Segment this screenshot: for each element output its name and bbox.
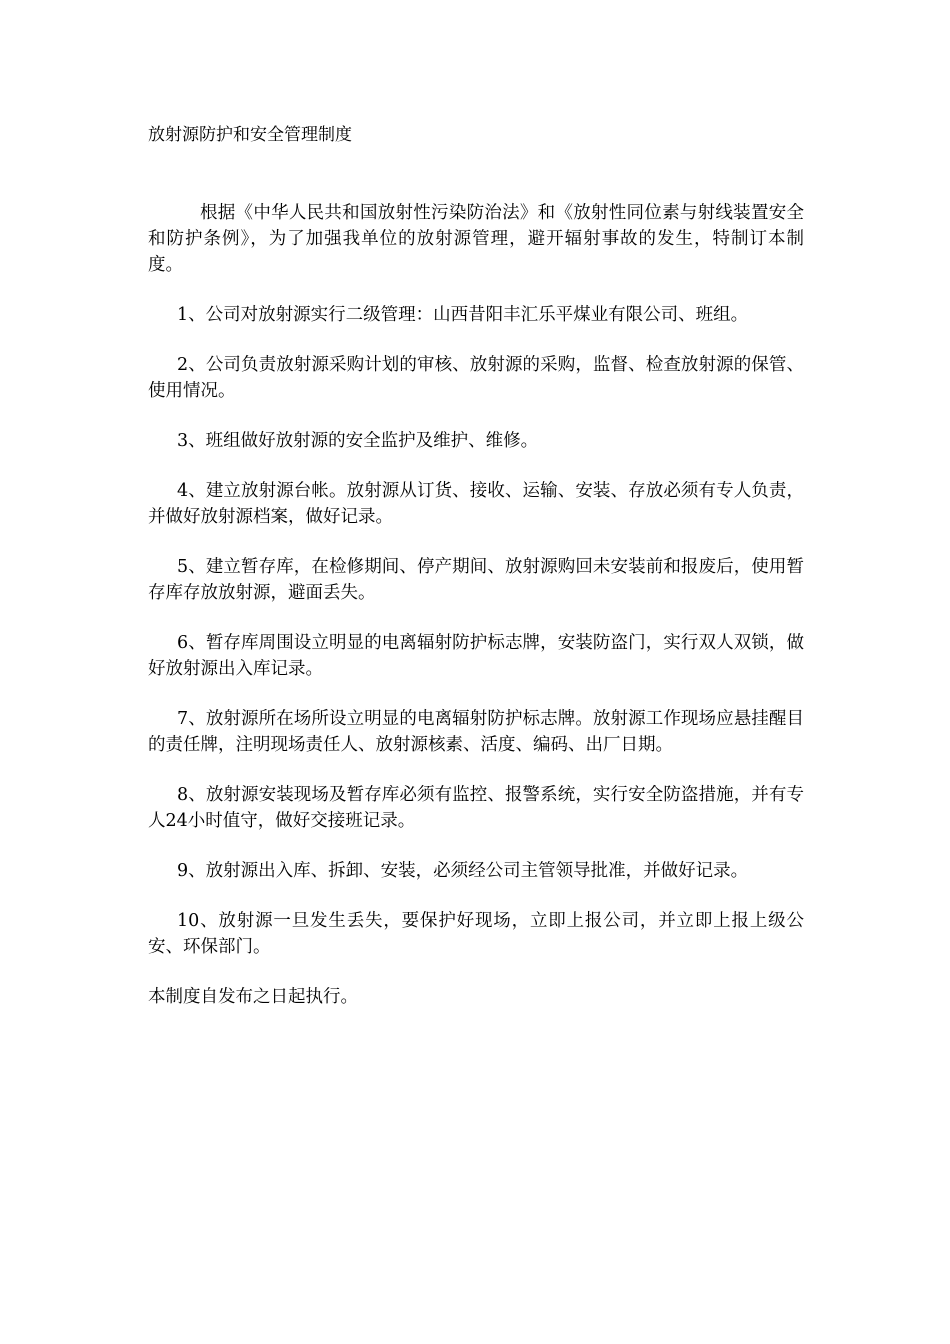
clause-7: 7、放射源所在场所设立明显的电离辐射防护标志牌。放射源工作现场应悬挂醒目的责任牌，注明现场责任人、放射源核素、活度、编码、出厂日期。 [148,709,804,755]
clause-9: 9、放射源出入库、拆卸、安装，必须经公司主管领导批准，并做好记录。 [177,861,749,881]
clause-1: 1、公司对放射源实行二级管理：山西昔阳丰汇乐平煤业有限公司、班组。 [177,305,749,325]
clause-8: 8、放射源安装现场及暂存库必须有监控、报警系统，实行安全防盗措施，并有专人24小时值守，做好交接班记录。 [148,785,804,831]
intro-paragraph: 根据《中华人民共和国放射性污染防治法》和《放射性同位素与射线装置安全和防护条例》，为了加强我单位的放射源管理，避开辐射事故的发生，特制订本制度。 [148,203,804,275]
clause-4: 4、建立放射源台帐。放射源从订货、接收、运输、安装、存放必须有专人负责，并做好放射源档案，做好记录。 [148,481,804,527]
clause-3: 3、班组做好放射源的安全监护及维护、维修。 [177,431,539,451]
closing-statement: 本制度自发布之日起执行。 [148,987,358,1007]
clause-6: 6、暂存库周围设立明显的电离辐射防护标志牌，安装防盗门，实行双人双锁，做好放射源出入库记录。 [148,633,804,679]
clause-5: 5、建立暂存库，在检修期间、停产期间、放射源购回未安装前和报废后，使用暂存库存放放射源，避面丢失。 [148,557,804,603]
document-title: 放射源防护和安全管理制度 [148,125,352,145]
document-body [148,123,804,1010]
clause-2: 2、公司负责放射源采购计划的审核、放射源的采购，监督、检查放射源的保管、使用情况。 [148,355,804,401]
clause-10: 10、放射源一旦发生丢失，要保护好现场，立即上报公司，并立即上报上级公安、环保部门。 [148,911,804,957]
